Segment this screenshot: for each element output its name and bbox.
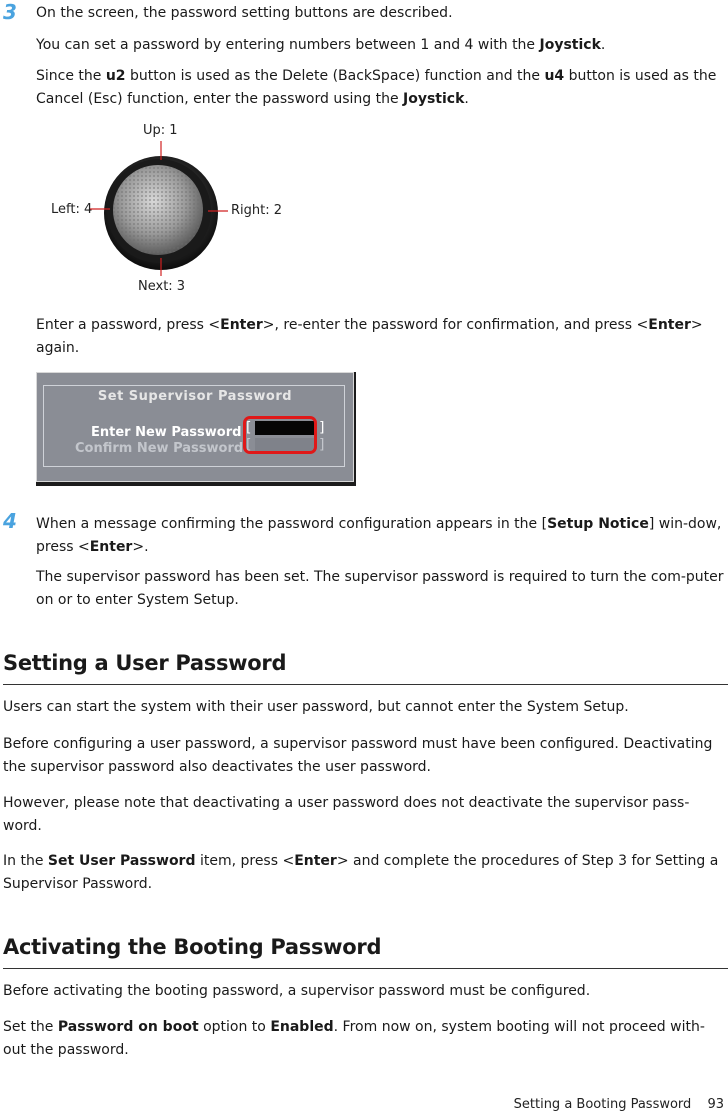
- step3-enter-text: Enter a password, press <Enter>, re-enter the password for confirmation, and press <Enter> again.: [36, 317, 703, 356]
- booting-password-p1: Before activating the booting password, a supervisor password must be configured.: [3, 983, 591, 999]
- user-password-p1: Users can start the system with their user password, but cannot enter the System Setup.: [3, 699, 629, 715]
- enter-field-left-bracket: [: [246, 420, 252, 436]
- user-password-p4: In the Set User Password item, press <Enter> and complete the procedures of Step 3 for Setting a Supervisor Password.: [3, 853, 719, 892]
- joystick-next-label: Next: 3: [138, 279, 186, 294]
- booting-password-heading: Activating the Booting Password: [3, 935, 382, 959]
- password-field-highlight: [243, 416, 317, 454]
- joystick-right-label: Right: 2: [231, 203, 283, 218]
- joystick-left-label: Left: 4: [51, 202, 93, 217]
- step3-joystick-text: You can set a password by entering numbers between 1 and 4 with the Joystick.: [36, 37, 606, 53]
- step-number-3: 3: [3, 0, 17, 24]
- footer-title: Setting a Booting Password: [513, 1097, 692, 1112]
- step3-intro: On the screen, the password setting buttons are described.: [36, 5, 453, 21]
- confirm-new-password-label: Confirm New Password: [75, 441, 244, 456]
- user-password-p2: Before configuring a user password, a supervisor password must have been configured. Deactivating the supervisor password also deactivates the user password.: [3, 736, 713, 775]
- section-divider: [3, 684, 728, 685]
- step3-buttons-text: Since the u2 button is used as the Delete (BackSpace) function and the u4 button is used as the Cancel (Esc) function, enter the password using the Joystick.: [36, 68, 717, 107]
- joystick-icon: [80, 138, 230, 283]
- page-footer: [502, 1097, 724, 1112]
- confirm-field-left-bracket: [: [246, 437, 252, 453]
- step4-text: When a message confirming the password configuration appears in the [Setup Notice] win-dow, press <Enter>.: [36, 516, 722, 555]
- dialog-title: Set Supervisor Password: [97, 389, 293, 404]
- step-number-4: 4: [3, 509, 17, 533]
- confirm-field-right-bracket: ]: [319, 437, 325, 453]
- section-divider: [3, 968, 728, 969]
- user-password-heading: Setting a User Password: [3, 651, 287, 675]
- user-password-p3: However, please note that deactivating a user password does not deactivate the supervisor pass-word.: [3, 795, 690, 834]
- enter-field-right-bracket: ]: [319, 420, 325, 436]
- page-number: 93: [707, 1097, 724, 1112]
- step4-result-text: The supervisor password has been set. The supervisor password is required to turn the com-puter on or to enter System Setup.: [36, 569, 724, 608]
- booting-password-p2: Set the Password on boot option to Enabled. From now on, system booting will not proceed with-out the password.: [3, 1019, 705, 1058]
- joystick-up-label: Up: 1: [143, 123, 178, 138]
- enter-new-password-label: Enter New Password: [91, 425, 242, 440]
